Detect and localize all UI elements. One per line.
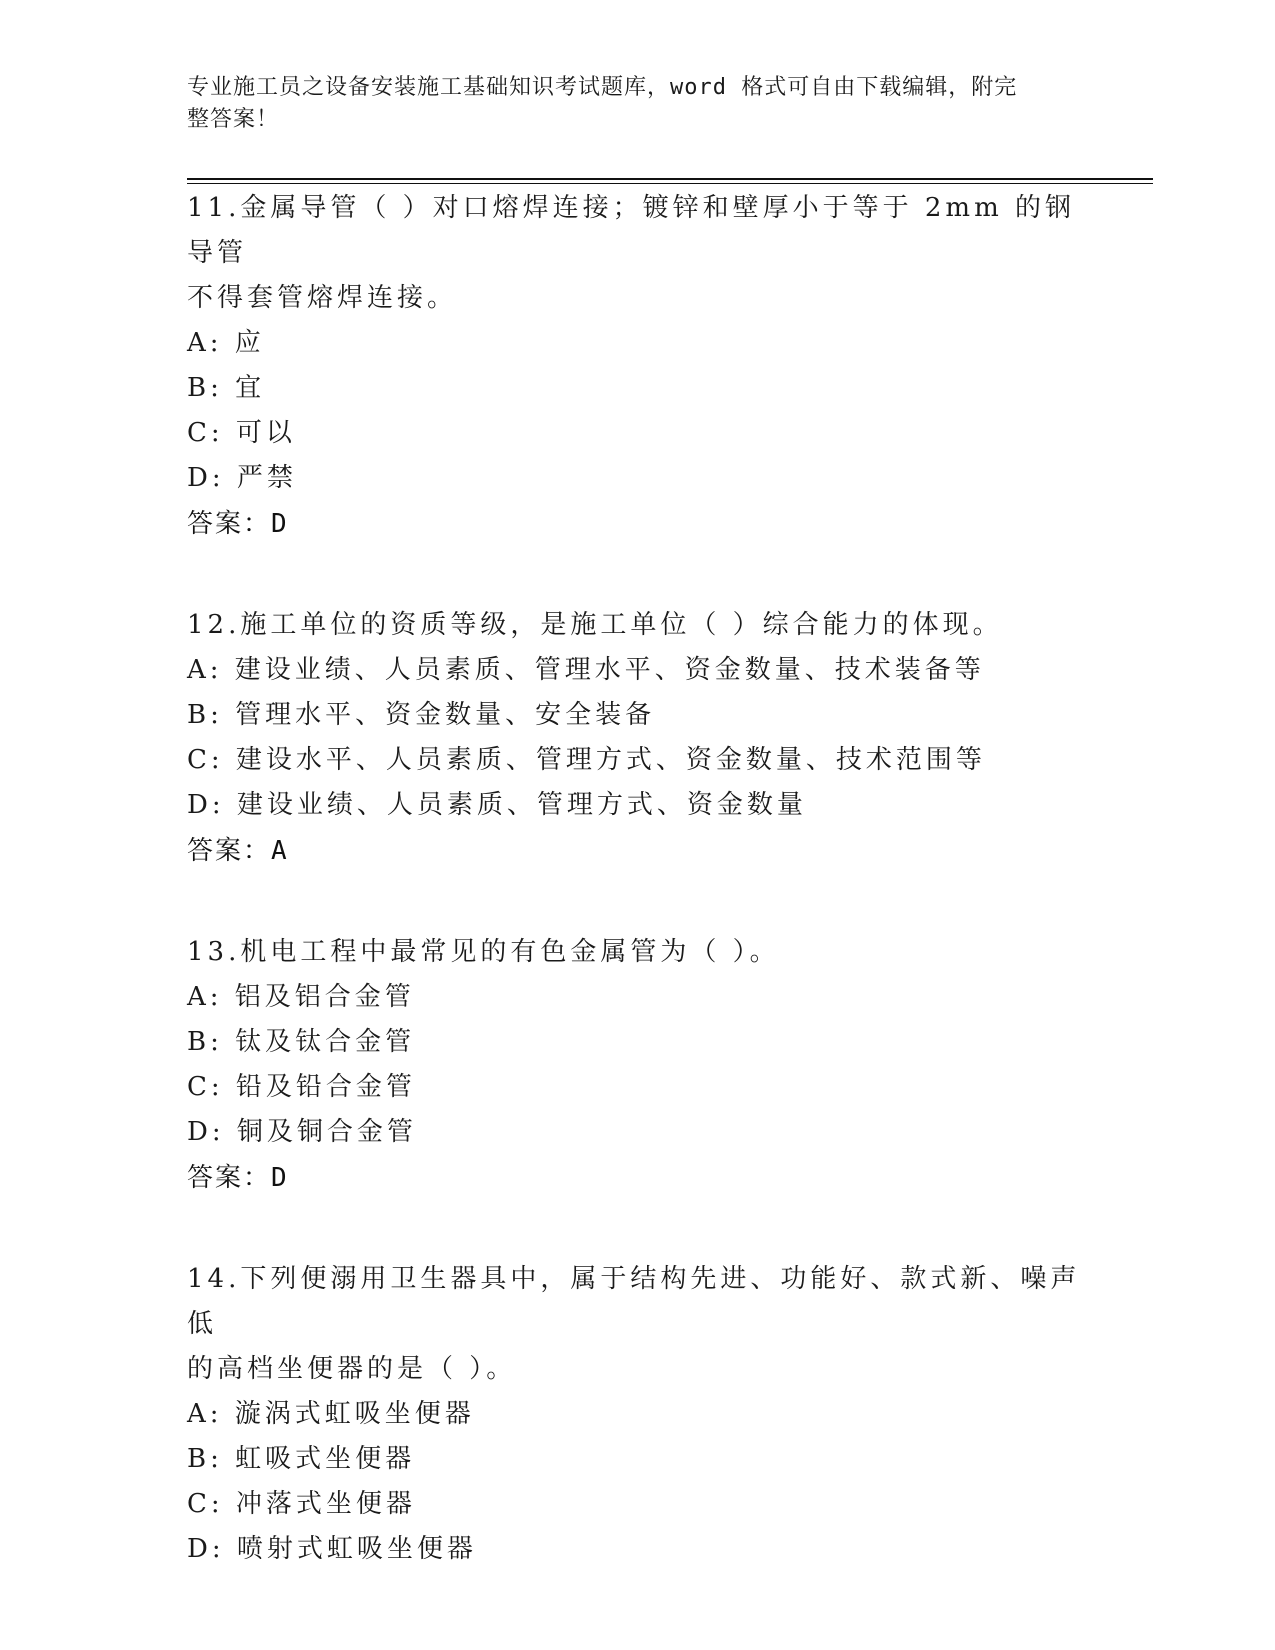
- answer-line: 答案：A: [187, 836, 289, 866]
- option-b: B: 宜: [187, 373, 266, 403]
- header-divider-thin: [187, 183, 1153, 184]
- option-c: C: 建设水平、人员素质、管理方式、资金数量、技术范围等: [187, 745, 986, 775]
- question-stem-line: 12.施工单位的资质等级，是施工单位（ ）综合能力的体现。: [187, 610, 1003, 640]
- question-stem-line: 14.下列便溺用卫生器具中，属于结构先进、功能好、款式新、噪声低: [187, 1264, 1081, 1339]
- question-stem-line: 13.机电工程中最常见的有色金属管为（ ）。: [187, 937, 780, 967]
- question-stem-line: 的高档坐便器的是（ ）。: [187, 1354, 517, 1384]
- header-divider-thick: [187, 178, 1153, 180]
- option-d: D: 铜及铜合金管: [187, 1117, 417, 1147]
- option-d: D: 喷射式虹吸坐便器: [187, 1534, 477, 1564]
- question-stem-line: 11.金属导管（ ）对口熔焊连接；镀锌和壁厚小于等于 2mm 的钢导管: [187, 193, 1075, 268]
- answer-line: 答案：D: [187, 509, 289, 539]
- option-b: B: 管理水平、资金数量、安全装备: [187, 700, 656, 730]
- option-d: D: 建设业绩、人员素质、管理方式、资金数量: [187, 790, 807, 820]
- option-a: A: 铝及铝合金管: [187, 982, 415, 1012]
- option-c: C: 冲落式坐便器: [187, 1489, 416, 1519]
- option-b: B: 虹吸式坐便器: [187, 1444, 416, 1474]
- option-b: B: 钛及钛合金管: [187, 1027, 416, 1057]
- question-11: [187, 186, 1087, 547]
- question-stem-line: 不得套管熔焊连接。: [187, 283, 458, 313]
- option-c: C: 可以: [187, 418, 296, 448]
- header-line-1: 专业施工员之设备安装施工基础知识考试题库，word 格式可自由下载编辑，附完: [187, 75, 1018, 100]
- option-c: C: 铅及铅合金管: [187, 1072, 416, 1102]
- question-13: [187, 930, 1087, 1201]
- option-a: A: 应: [187, 328, 265, 358]
- option-a: A: 建设业绩、人员素质、管理水平、资金数量、技术装备等: [187, 655, 985, 685]
- question-12: [187, 603, 1087, 874]
- option-a: A: 漩涡式虹吸坐便器: [187, 1399, 475, 1429]
- header-line-2: 整答案！: [187, 107, 280, 132]
- question-list: [187, 186, 1087, 1572]
- option-d: D: 严禁: [187, 463, 297, 493]
- question-14: [187, 1257, 1087, 1572]
- document-header: [187, 72, 1067, 136]
- answer-line: 答案：D: [187, 1163, 289, 1193]
